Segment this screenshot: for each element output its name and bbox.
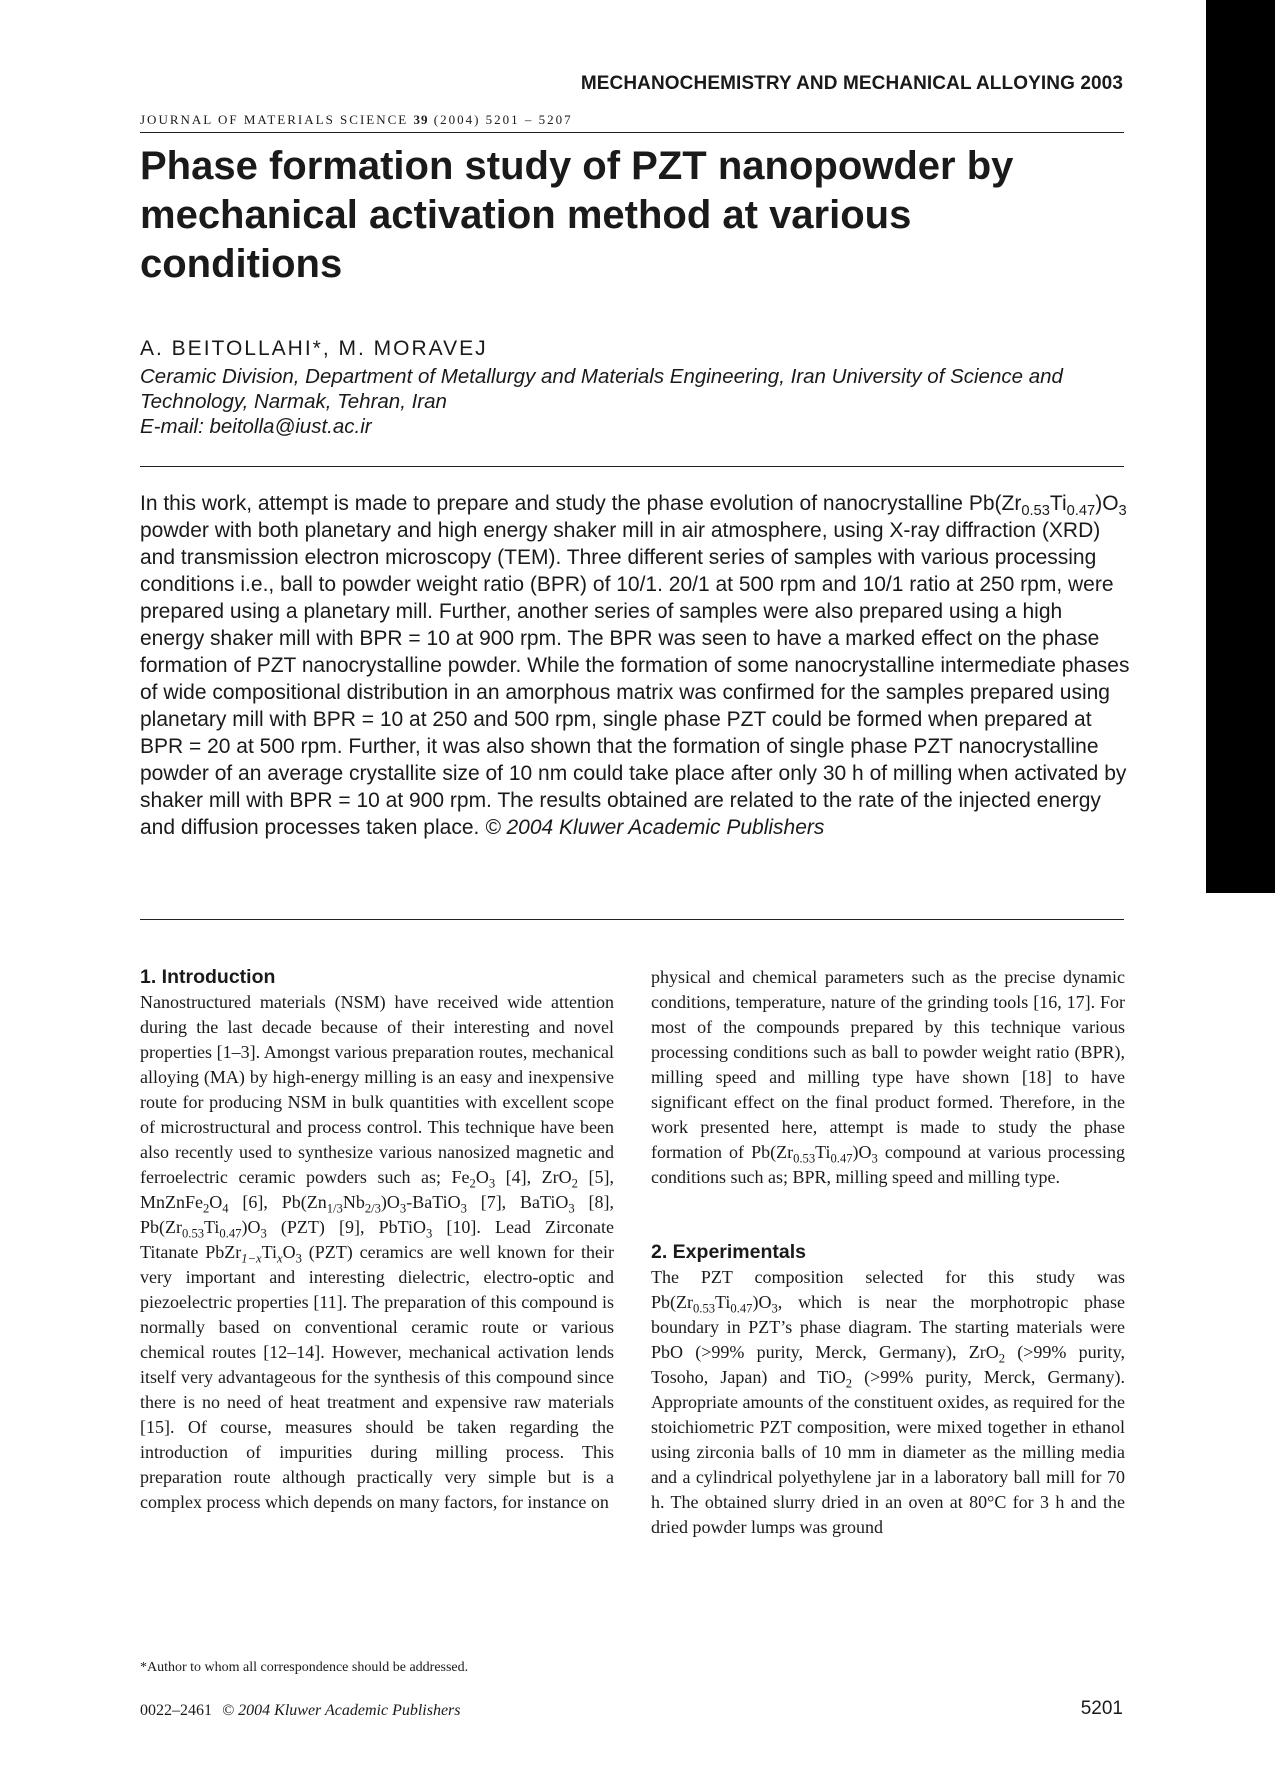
footer-publication-info	[140, 1702, 461, 1720]
journal-name: JOURNAL OF MATERIALS SCIENCE	[140, 112, 409, 127]
thumb-index-tab	[1206, 0, 1275, 893]
section-heading-experimentals: 2. Experimentals	[651, 1241, 806, 1263]
issn: 0022–2461	[140, 1702, 212, 1719]
right-column	[651, 965, 1125, 1540]
journal-volume: 39	[413, 112, 429, 127]
abstract: In this work, attempt is made to prepare and study the phase evolution of nanocrystalline $Pb(Zr_{0.53}Ti_{0.47})O_3$ powder with both planetary and high energy shaker mill in air atmosphere, using X-ray diffraction (XRD) and transmission electron microscopy (TEM). Three different series of samples with various processing conditions i.e., ball to powder weight ratio (BPR) of 10/1. 20/1 at 500 rpm and 10/1 ratio at 250 rpm, were prepared using a planetary mill. Further, another series of samples were also prepared using a high energy shaker mill with BPR = 10 at 900 rpm. The BPR was seen to have a marked effect on the phase formation of PZT nanocrystalline powder. While the formation of some nanocrystalline intermediate phases of wide compositional distribution in an amorphous matrix was confirmed for the samples prepared using planetary mill with BPR = 10 at 250 and 500 rpm, single phase PZT could be formed when prepared at BPR = 20 at 500 rpm. Further, it was also shown that the formation of single phase PZT nanocrystalline powder of an average crystallite size of 10 nm could take place after only 30 h of milling when activated by shaker mill with BPR = 10 at 900 rpm. The results obtained are related to the rate of the injected energy and diffusion processes taken place. © 2004 Kluwer Academic Publishers	[140, 492, 1130, 839]
experimentals-paragraph: The PZT composition selected for this study was $Pb(Zr_{0.53}Ti_{0.47})O_3$, which is near the morphotropic phase boundary in PZT’s phase diagram. The starting materials were PbO (>99% purity, Merck, Germany), ZrO$_2$ (>99% purity, Tosoho, Japan) and TiO$_2$ (>99% purity, Merck, Germany). Appropriate amounts of the constituent oxides, as required for the stoichiometric PZT composition, were mixed together in ethanol using zirconia balls of 10 mm in diameter as the milling media and a cylindrical polyethylene jar in a laboratory ball mill for 70 h. The obtained slurry dried in an oven at 80°C for 3 h and the dried powder lumps was ground	[651, 1267, 1126, 1537]
abstract-copyright: © 2004 Kluwer Academic Publishers	[485, 816, 825, 839]
left-column	[140, 965, 614, 1515]
footer-copyright: © 2004 Kluwer Academic Publishers	[222, 1702, 461, 1719]
introduction-paragraph: Nanostructured materials (NSM) have received wide attention during the last decade because of their interesting and novel properties [1–3]. Amongst various preparation routes, mechanical alloying (MA) by high-energy milling is an easy and inexpensive route for producing NSM in bulk quantities with excellent scope of microstructural and process control. This technique have been also recently used to synthesize various nanosized magnetic and ferroelectric ceramic powders such as; $Fe_2O_3$ [4], ZrO$_2$ [5], $MnZnFe_2O_4$ [6], $Pb(Zn_{1/3}Nb_{2/3})O_3-BaTiO_3$ [7], BaTiO$_3$ [8], $Pb(Zr_{0.53}Ti_{0.47})O_3$ (PZT) [9], PbTiO$_3$ [10]. Lead Zirconate Titanate $PbZr_{1-x}Ti_xO_3$ (PZT) ceramics are well known for their very important and interesting dielectric, electro-optic and piezoelectric properties [11]. The preparation of this compound is normally based on conventional ceramic route or various chemical routes [12–14]. However, mechanical activation lends itself very advantageous for the synthesis of this compound since there is no need of heat treatment and expensive raw materials [15]. Of course, measures should be taken regarding the introduction of impurities during milling process. This preparation route although practically very simple but is a complex process which depends on many factors, for instance on	[140, 992, 614, 1512]
abstract-top-rule	[140, 466, 1124, 467]
authors: A. BEITOLLAHI*, M. MORAVEJ	[140, 337, 488, 360]
affiliation-block	[140, 364, 1130, 439]
section-heading-introduction: 1. Introduction	[140, 966, 276, 988]
header-rule	[140, 132, 1124, 133]
introduction-paragraph-continued: physical and chemical parameters such as the precise dynamic conditions, temperature, nature of the grinding tools [16, 17]. For most of the compounds prepared by this technique various processing conditions such as ball to powder weight ratio (BPR), milling speed and milling type have shown [18] to have significant effect on the final product formed. Therefore, in the work presented here, attempt is made to study the phase formation of $Pb(Zr_{0.53}Ti_{0.47})O_3$ compound at various processing conditions such as; BPR, milling speed and milling type.	[651, 967, 1126, 1187]
author-footnote: *Author to whom all correspondence should be addressed.	[140, 1660, 469, 1675]
affiliation: Ceramic Division, Department of Metallurgy and Materials Engineering, Iran University of Science and Technology, Narmak, Tehran, Iran	[140, 365, 1063, 413]
journal-year-pages: (2004) 5201 – 5207	[433, 112, 573, 127]
article-title: Phase formation study of PZT nanopowder by mechanical activation method at various conditions	[140, 144, 1014, 286]
journal-citation	[140, 112, 573, 128]
page-number: 5201	[1080, 1698, 1123, 1719]
abstract-bottom-rule	[140, 919, 1124, 920]
email: E-mail: beitolla@iust.ac.ir	[140, 415, 372, 438]
series-header: MECHANOCHEMISTRY AND MECHANICAL ALLOYING 2003	[580, 73, 1123, 94]
